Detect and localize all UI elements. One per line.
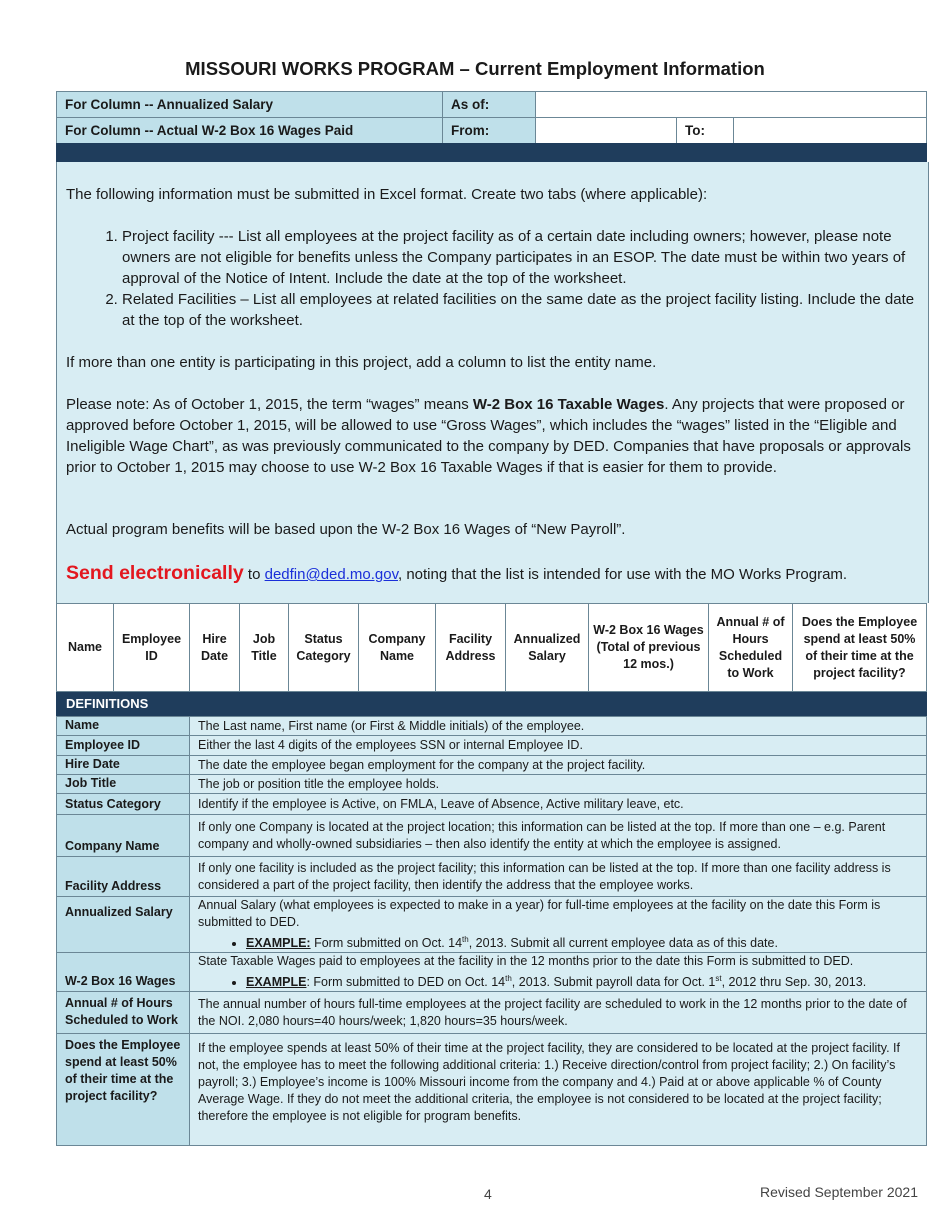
instructions-intro: The following information must be submitted in Excel format. Create two tabs (where applicable): <box>66 186 708 203</box>
to-field[interactable] <box>734 118 927 144</box>
definition-text: If only one Company is located at the project location; this information can be listed at the top. If more than one – e.g. Parent company and wholly-owned subsidiaries – then also identify the entity at which the employee is assigned. <box>190 815 927 857</box>
definition-term: Annualized Salary <box>57 897 190 953</box>
column-header-hire-date: Hire Date <box>190 604 240 692</box>
definition-row <box>57 1034 927 1146</box>
definition-term: Status Category <box>57 794 190 815</box>
column-header-status-category: Status Category <box>289 604 359 692</box>
column-header-company-name: Company Name <box>359 604 436 692</box>
column-header-employee-id: Employee ID <box>114 604 190 692</box>
column-header-time-at-facility: Does the Employee spend at least 50% of their time at the project facility? <box>793 604 927 692</box>
annualized-salary-label: For Column -- Annualized Salary <box>57 92 443 118</box>
column-header-job-title: Job Title <box>240 604 289 692</box>
definition-term: Job Title <box>57 775 190 794</box>
date-header-table <box>56 91 927 144</box>
definition-row <box>57 992 927 1034</box>
definition-example: • EXAMPLE: Form submitted on Oct. 14th, 2013. Submit all current employee data as of this date. <box>246 931 918 952</box>
definition-text: If the employee spends at least 50% of their time at the project facility, they are considered to be located at the project facility. If not, the employee has to meet the following additional criteria: 1.) Receive direction/control from project facility; 2.) On facility’s payroll; 3.) Employee’s income is 100% Missouri income from the company and 4.) Paid at or above applicable % of County Average Wage. If they do not meet the additional criteria, the employee is not considered to be located at the project facility; therefore the employee is not eligible for program benefits. <box>190 1034 927 1146</box>
definition-term: Annual # of Hours Scheduled to Work <box>57 992 190 1034</box>
definition-term: Facility Address <box>57 857 190 897</box>
definition-row <box>57 897 927 953</box>
definition-text: Annual Salary (what employees is expected to make in a year) for full-time employees at the facility on the date this Form is submitted to DED. • EXAMPLE: Form submitted on Oct. 14th, 2013. Submit all current employee data as of this date. <box>190 897 927 953</box>
definitions-heading: DEFINITIONS <box>56 692 927 716</box>
instruction-item-project-facility: 1. Project facility --- List all employees at the project facility as of a certain date including owners; however, please note owners are not eligible for benefits unless the Company participates in an ESOP. The date must be within two years of approval of the Notice of Intent. Include the date at the top of the worksheet. <box>122 226 919 289</box>
definition-term: Employee ID <box>57 736 190 756</box>
page-title: MISSOURI WORKS PROGRAM – Current Employment Information <box>185 58 765 79</box>
w2-wages-label: For Column -- Actual W-2 Box 16 Wages Paid <box>57 118 443 144</box>
from-label: From: <box>443 118 536 144</box>
definition-term: Hire Date <box>57 756 190 775</box>
definition-term: Does the Employee spend at least 50% of their time at the project facility? <box>57 1034 190 1146</box>
definition-text: The job or position title the employee holds. <box>190 775 927 794</box>
definition-row <box>57 775 927 794</box>
definition-row <box>57 815 927 857</box>
revision-date: Revised September 2021 <box>760 1184 918 1200</box>
instructions-panel <box>56 162 929 603</box>
as-of-label: As of: <box>443 92 536 118</box>
instructions-list <box>66 226 919 331</box>
definition-text: The date the employee began employment for the company at the project facility. <box>190 756 927 775</box>
column-header-annualized-salary: Annualized Salary <box>506 604 589 692</box>
definition-text: Identify if the employee is Active, on FMLA, Leave of Absence, Active military leave, etc. <box>190 794 927 815</box>
instruction-item-related-facilities: 2. Related Facilities – List all employees at related facilities on the same date as the project facility listing. Include the date at the top of the worksheet. <box>122 289 919 331</box>
to-label: To: <box>677 118 734 144</box>
entity-note: If more than one entity is participating in this project, add a column to list the entity name. <box>66 354 657 371</box>
column-header-w2-wages: W-2 Box 16 Wages (Total of previous 12 mos.) <box>589 604 709 692</box>
send-electronically-emphasis: Send electronically <box>66 562 244 584</box>
send-instructions: Send electronically to dedfin@ded.mo.gov, noting that the list is intended for use with the MO Works Program. <box>66 562 848 584</box>
definition-row <box>57 736 927 756</box>
definition-row <box>57 794 927 815</box>
definition-text: State Taxable Wages paid to employees at the facility in the 12 months prior to the date this Form is submitted to DED. • EXAMPLE: Form submitted to DED on Oct. 14th, 2013. Submit payroll data for Oct. 1st, 2012 thru Sep. 30, 2013. <box>190 953 927 992</box>
definition-row <box>57 953 927 992</box>
definition-row <box>57 756 927 775</box>
definition-term: Name <box>57 717 190 736</box>
from-field[interactable] <box>536 118 677 144</box>
definition-text: If only one facility is included as the project facility; this information can be listed at the top. If more than one facility address is considered a part of the project facility, then identify the address that the employee works. <box>190 857 927 897</box>
wages-note: Please note: As of October 1, 2015, the term “wages” means W-2 Box 16 Taxable Wages. Any projects that were proposed or approved before October 1, 2015, will be allowed to use “Gross Wages”, which includes the “wages” listed in the “Eligible and Ineligible Wage Chart”, as was previously communicated to the company by DED. Companies that have proposals or approvals prior to October 1, 2015 may choose to use W-2 Box 16 Taxable Wages if that is easier for them to provide. <box>66 396 911 476</box>
definition-text: The Last name, First name (or First & Middle initials) of the employee. <box>190 717 927 736</box>
definitions-table <box>56 716 927 1146</box>
page-number: 4 <box>484 1186 492 1202</box>
definition-term: Company Name <box>57 815 190 857</box>
definition-example: • EXAMPLE: Form submitted to DED on Oct. 14th, 2013. Submit payroll data for Oct. 1st, 2012 thru Sep. 30, 2013. <box>246 970 918 991</box>
column-header-facility-address: Facility Address <box>436 604 506 692</box>
definition-text: The annual number of hours full-time employees at the project facility are scheduled to work in the 12 months prior to the date of the NOI. 2,080 hours=40 hours/week; 1,820 hours=35 hours/week. <box>190 992 927 1034</box>
section-divider <box>56 143 927 162</box>
column-header-annual-hours: Annual # of Hours Scheduled to Work <box>709 604 793 692</box>
definition-text: Either the last 4 digits of the employees SSN or internal Employee ID. <box>190 736 927 756</box>
column-header-name: Name <box>57 604 114 692</box>
benefits-note: Actual program benefits will be based upon the W-2 Box 16 Wages of “New Payroll”. <box>66 521 626 538</box>
definition-term: W-2 Box 16 Wages <box>57 953 190 992</box>
employee-columns-table <box>56 603 927 692</box>
as-of-field[interactable] <box>536 92 927 118</box>
email-link[interactable]: dedfin@ded.mo.gov <box>264 566 398 583</box>
definition-row <box>57 857 927 897</box>
definition-row <box>57 717 927 736</box>
